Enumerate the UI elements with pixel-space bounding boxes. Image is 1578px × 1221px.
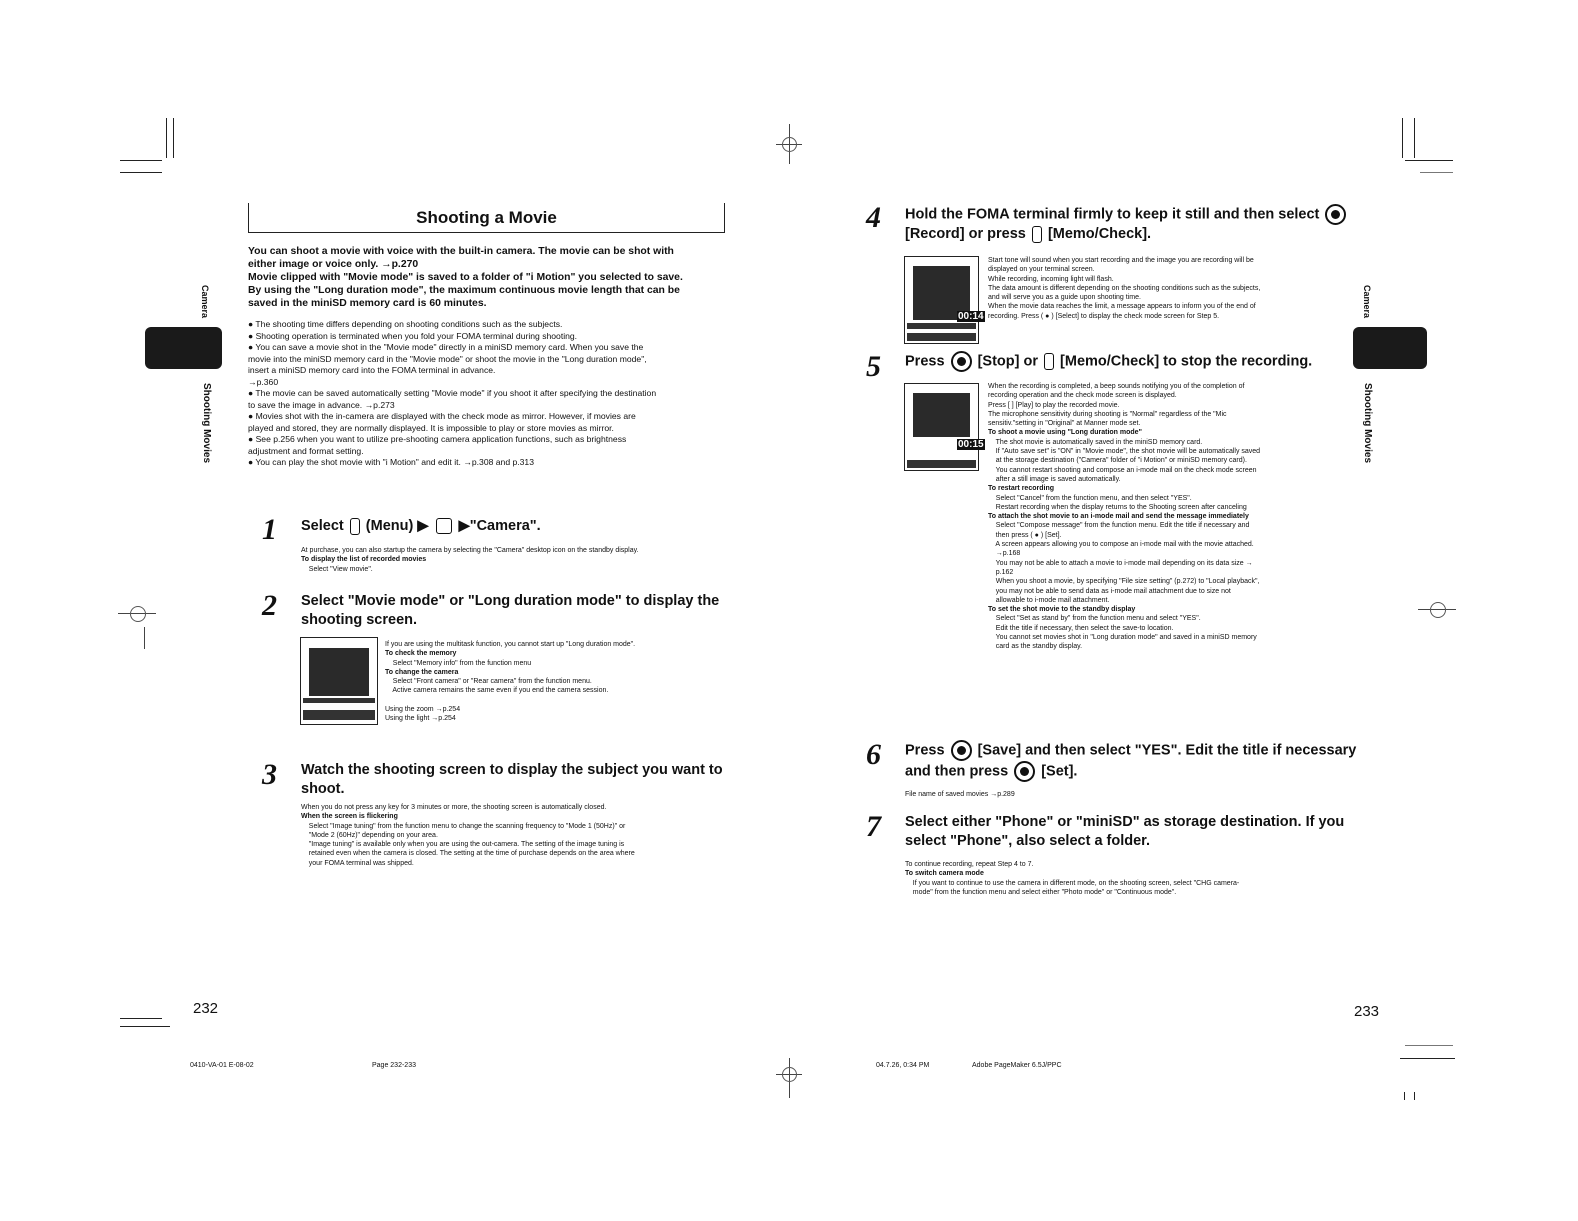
crop-mark: [120, 1018, 162, 1019]
step-title: [905, 761, 1077, 782]
step-title: [905, 351, 1312, 372]
note-line: If "Auto save set" is "ON" in "Movie mode", the shot movie will be automatically saved: [988, 448, 1261, 456]
page-number: 233: [1354, 1003, 1380, 1020]
note-line: displayed on your terminal screen.: [988, 266, 1095, 274]
step-title: [301, 517, 541, 536]
step-title-line: select "Phone", also select a folder.: [905, 833, 1151, 849]
menu-key-icon: [350, 518, 360, 535]
bullet-line: movie into the miniSD memory card in the "Movie mode" or shoot the movie in the "Long duration mode",: [248, 353, 647, 364]
step-title: [301, 592, 719, 630]
bullet-line: ● See p.256 when you want to utilize pre-shooting camera application functions, such as brightness: [248, 434, 627, 444]
step-title-part: Press: [905, 742, 945, 759]
note-heading: To check the memory: [385, 650, 457, 658]
step-title: [905, 225, 1151, 244]
note-line: Press [ ] [Play] to play the recorded movie.: [988, 401, 1120, 409]
side-tab-camera-label: Camera: [1362, 285, 1372, 319]
registration-mark: [118, 595, 158, 650]
step-title: [905, 813, 1344, 851]
note-line: Select "Memory info" from the function menu: [385, 659, 532, 667]
crop-mark: [1404, 1092, 1405, 1100]
side-tab-camera-label: Camera: [200, 285, 210, 319]
crop-mark: [166, 118, 167, 158]
step-notes: [988, 256, 1260, 321]
phone-screen-illustration: [904, 256, 984, 344]
note-line: Active camera remains the same even if you end the camera session.: [385, 687, 609, 695]
footer-page-range: Page 232-233: [372, 1062, 416, 1069]
note-line: and will serve you as a guide upon shooting time.: [988, 294, 1141, 302]
recording-counter: 00:14: [958, 311, 984, 322]
step-title-part: [Save] and then select "YES". Edit the title if necessary: [977, 742, 1357, 759]
step-number: 6: [866, 738, 881, 771]
bullet-line: ● The movie can be saved automatically setting "Movie mode" if you shoot it after specifying the destination: [248, 388, 657, 398]
title-box: [248, 203, 725, 233]
note-line: you may not be able to send data as i-mode mail attachment due to size not: [988, 587, 1231, 595]
note-line: The data amount is different depending on the shooting conditions such as the subjects,: [988, 284, 1261, 292]
note-line: If you are using the multitask function, you cannot start up "Long duration mode".: [385, 641, 636, 648]
footer-software: Adobe PageMaker 6.5J/PPC: [972, 1062, 1062, 1069]
bullet-line: adjustment and format setting.: [248, 445, 364, 456]
note-line: Select "Set as stand by" from the function menu and select "YES".: [988, 615, 1201, 623]
status-bar: [303, 698, 375, 703]
phone-screen-illustration: [904, 383, 984, 471]
step-title-line: Watch the shooting screen to display the subject you want to: [301, 762, 723, 778]
note-line: mode" from the function menu and select either "Photo mode" or "Continuous mode".: [905, 888, 1177, 896]
step-title-part: Press: [905, 353, 945, 370]
softkey-bar: [303, 710, 375, 720]
note-line: At purchase, you can also startup the camera by selecting the "Camera" desktop icon on the standby display.: [301, 547, 639, 554]
intro-line: You can shoot a movie with voice with the built-in camera. The movie can be shot with: [248, 246, 674, 257]
note-line: The shot movie is automatically saved in the miniSD memory card.: [988, 438, 1203, 446]
note-line: You cannot set movies shot in "Long duration mode" and saved in a miniSD memory: [988, 634, 1257, 642]
note-spacer: [385, 696, 635, 705]
note-line: recording operation and the check mode screen is displayed.: [988, 392, 1177, 400]
note-line: after a still image is saved automatically.: [988, 475, 1121, 483]
softkey-bar: [907, 460, 976, 468]
step-title-part: Hold the FOMA terminal firmly to keep it still and then select: [905, 206, 1320, 223]
step-notes: [988, 382, 1260, 652]
step-notes: [905, 790, 1015, 799]
screen-image: [913, 393, 970, 437]
crop-mark: [1414, 118, 1415, 158]
side-tab-marker: [1353, 327, 1427, 369]
center-key-icon: [1014, 761, 1035, 782]
note-line: Using the light →p.254: [385, 715, 456, 723]
note-line: To continue recording, repeat Step 4 to 7.: [905, 861, 1034, 868]
step-title-part: [Memo/Check].: [1047, 226, 1152, 242]
note-line: Restart recording when the display returns to the Shooting screen after canceling: [988, 503, 1247, 511]
step-number: 5: [866, 350, 881, 383]
note-line: at the storage destination ("Camera" folder of "i Motion" or miniSD memory card).: [988, 457, 1247, 465]
recording-counter: 00:15: [958, 439, 984, 450]
step-title-line: Select "Movie mode" or "Long duration mode" to display the: [301, 593, 720, 609]
bullet-line: played and stored, they are normally displayed. It is impossible to play or store movies as mirror.: [248, 422, 614, 433]
intro-line: By using the "Long duration mode", the maximum continuous movie length that can be: [248, 285, 680, 296]
bullet-line: ● You can save a movie shot in the "Movie mode" directly in a miniSD memory card. When you save the: [248, 342, 644, 352]
step-title-part: [Record] or press: [905, 226, 1026, 242]
note-line: When the movie data reaches the limit, a message appears to inform you of the end of: [988, 303, 1256, 311]
step-number: 3: [262, 758, 277, 791]
bullet-line: ● The shooting time differs depending on shooting conditions such as the subjects.: [248, 319, 563, 329]
phone-screen-illustration: [300, 637, 378, 725]
note-line: sensitiv."setting in "Original" at Manner mode set.: [988, 420, 1141, 428]
step-title-part: (Menu) ▶: [365, 518, 429, 534]
page-number: 232: [193, 1000, 219, 1017]
crop-mark: [1405, 160, 1453, 161]
intro-line: either image or voice only. →p.270: [248, 259, 419, 270]
memo-check-key-icon: [1032, 226, 1042, 243]
side-tab-section-label: Shooting Movies: [1362, 383, 1373, 463]
note-line: then press ( ● ) [Set].: [988, 531, 1062, 539]
note-line: Using the zoom →p.254: [385, 706, 461, 714]
crop-mark: [1402, 118, 1403, 158]
note-heading: When the screen is flickering: [301, 813, 398, 821]
note-line: Select "Compose message" from the function menu. Edit the title if necessary and: [988, 522, 1250, 530]
note-heading: To set the shot movie to the standby display: [988, 606, 1136, 614]
step-title-part: [Set].: [1041, 763, 1078, 780]
note-line: Start tone will sound when you start recording and the image you are recording will be: [988, 257, 1254, 264]
step-title-line: shoot.: [301, 781, 345, 797]
step-title-part: Select: [301, 518, 344, 534]
status-bar: [907, 323, 976, 329]
bullet-line: ● You can play the shot movie with "i Motion" and edit it. →p.308 and p.313: [248, 457, 534, 467]
crop-mark: [1405, 1045, 1453, 1046]
crop-mark: [1400, 1058, 1455, 1059]
registration-mark: [1418, 595, 1458, 625]
registration-mark: [774, 1058, 804, 1098]
step-title-part: and then press: [905, 763, 1009, 780]
note-line: your FOMA terminal was shipped.: [301, 859, 414, 867]
step-notes: [301, 546, 639, 574]
note-line: →p.168: [988, 550, 1021, 558]
bullet-line: insert a miniSD memory card into the FOMA terminal in advance.: [248, 365, 496, 375]
note-heading: To switch camera mode: [905, 870, 984, 878]
note-line: When the recording is completed, a beep sounds notifying you of the completion of: [988, 383, 1245, 390]
note-line: A screen appears allowing you to compose an i-mode mail with the movie attached.: [988, 541, 1254, 549]
crop-mark: [120, 160, 162, 161]
step-number: 7: [866, 810, 881, 843]
note-heading: To attach the shot movie to an i-mode mail and send the message immediately: [988, 513, 1249, 521]
step-number: 1: [262, 513, 277, 546]
step-number: 2: [262, 589, 277, 622]
note-line: You cannot restart shooting and compose an i-mode mail on the check mode screen: [988, 466, 1257, 474]
note-line: Select "View movie".: [301, 565, 373, 573]
note-line: p.162: [988, 568, 1014, 576]
step-title-line: Select either "Phone" or "miniSD" as storage destination. If you: [905, 814, 1345, 830]
note-line: While recording, incoming light will flash.: [988, 275, 1114, 283]
bullet-line: to save the image in advance. →p.273: [248, 399, 395, 410]
note-line: Edit the title if necessary, then select the save-to location.: [988, 624, 1174, 632]
note-line: card as the standby display.: [988, 643, 1083, 651]
bullet-line: →p.360: [248, 376, 279, 387]
memo-check-key-icon: [1044, 353, 1054, 370]
note-line: retained even when the camera is closed. The setting at the time of purchase depends on the area where: [301, 850, 635, 858]
note-line: When you do not press any key for 3 minutes or more, the shooting screen is automatically closed.: [301, 804, 607, 811]
step-title: [301, 761, 723, 799]
intro-line: saved in the miniSD memory card is 60 minutes.: [248, 298, 487, 309]
softkey-bar: [907, 333, 976, 341]
step-notes: [385, 640, 635, 724]
step-number: 4: [866, 201, 881, 234]
step-title-part: ▶"Camera".: [458, 518, 541, 534]
note-heading: To shoot a movie using "Long duration mode": [988, 429, 1142, 437]
crop-mark: [1414, 1092, 1415, 1100]
note-line: The microphone sensitivity during shooting is "Normal" regardless of the "Mic: [988, 410, 1227, 418]
crop-mark: [120, 172, 162, 173]
crop-mark: [173, 118, 174, 158]
note-heading: To restart recording: [988, 485, 1054, 493]
step-title-part: [Memo/Check] to stop the recording.: [1060, 353, 1313, 370]
bullet-list: [248, 319, 656, 469]
step-notes: [301, 803, 635, 868]
side-tab-section-label: Shooting Movies: [201, 383, 212, 463]
center-key-icon: [951, 740, 972, 761]
note-line: allowable to i-mode mail attachment.: [988, 596, 1110, 604]
footer-job-id: 0410-VA-01 E-08-02: [190, 1062, 254, 1069]
note-line: Select "Image tuning" from the function menu to change the scanning frequency to "Mode 1 (50Hz)" or: [301, 822, 626, 830]
note-line: "Mode 2 (60Hz)" depending on your area.: [301, 831, 438, 839]
step-title: [905, 740, 1356, 761]
registration-mark: [774, 124, 804, 164]
bullet-line: ● Shooting operation is terminated when you fold your FOMA terminal during shooting.: [248, 330, 578, 341]
note-heading: To change the camera: [385, 668, 459, 676]
step-notes: [905, 860, 1239, 897]
footer-timestamp: 04.7.26, 0:34 PM: [876, 1062, 930, 1069]
screen-image: [309, 648, 369, 696]
crop-mark: [120, 1026, 170, 1027]
note-line: When you shoot a movie, by specifying "File size setting" (p.272) to "Local playback",: [988, 578, 1260, 586]
center-key-icon: [1325, 204, 1346, 225]
camera-menu-icon: [436, 518, 452, 534]
step-title-part: [Stop] or: [977, 353, 1038, 370]
crop-mark: [1420, 172, 1453, 173]
note-heading: To display the list of recorded movies: [301, 556, 427, 564]
page-title: Shooting a Movie: [416, 208, 557, 227]
note-line: recording. Press ( ● ) [Select] to display the check mode screen for Step 5.: [988, 312, 1220, 320]
step-title: [905, 204, 1348, 225]
note-line: File name of saved movies →p.289: [905, 791, 1015, 798]
note-line: You may not be able to attach a movie to i-mode mail depending on its data size →: [988, 559, 1253, 567]
center-key-icon: [951, 351, 972, 372]
intro-text: [248, 245, 683, 310]
note-line: "Image tuning" is available only when you are using the out-camera. The setting of the image tuning is: [301, 841, 625, 849]
step-title-line: shooting screen.: [301, 612, 418, 628]
intro-line: Movie clipped with "Movie mode" is saved to a folder of "i Motion" you selected to save.: [248, 272, 683, 283]
note-line: Select "Cancel" from the function menu, and then select "YES".: [988, 494, 1192, 502]
bullet-line: ● Movies shot with the in-camera are displayed with the check mode as mirror. However, if movies are: [248, 411, 636, 421]
side-tab-marker: [145, 327, 222, 369]
note-line: If you want to continue to use the camera in different mode, on the shooting screen, select "CHG camera-: [905, 879, 1240, 887]
note-line: Select "Front camera" or "Rear camera" from the function menu.: [385, 678, 592, 686]
